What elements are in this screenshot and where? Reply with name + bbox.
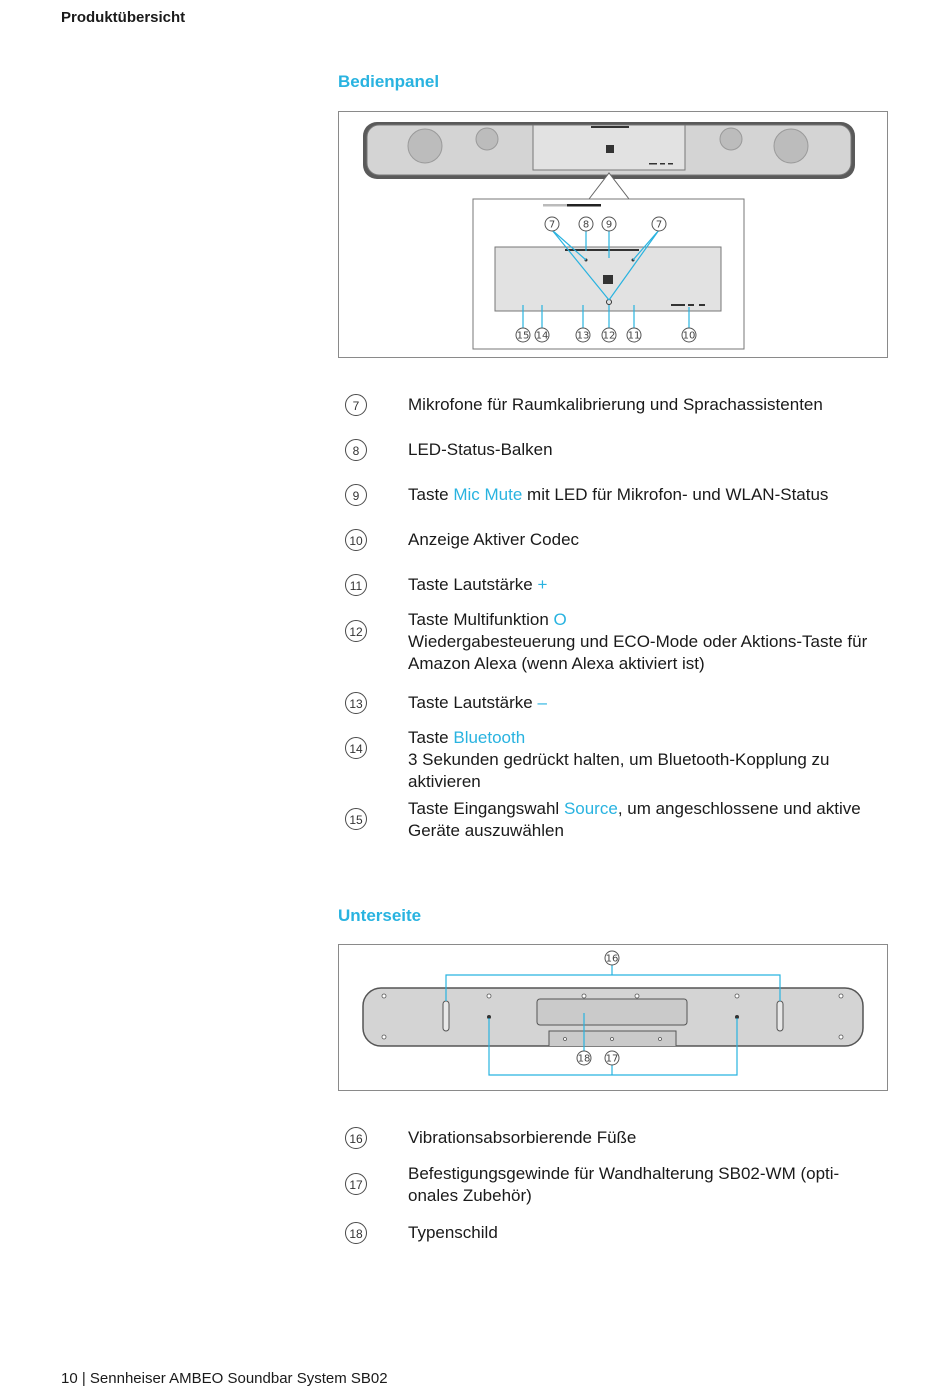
legend-text: Taste Multifunktion O Wiedergabesteuerung und ECO-Mode oder Aktions-Taste für Amazon Alexa (wenn Alexa aktiviert ist) <box>408 610 868 673</box>
underside-illustration <box>339 945 887 1090</box>
legend-number: 17 <box>345 1173 367 1195</box>
callout-7b: 7 <box>655 219 663 231</box>
section-title-underside: Unterseite <box>338 906 422 925</box>
callout-18: 18 <box>577 1053 591 1065</box>
legend-text: Befestigungsgewinde für Wandhalterung SB02-WM (opti-onales Zubehör) <box>408 1164 840 1205</box>
legend-number: 9 <box>345 484 367 506</box>
callout-9: 9 <box>605 219 613 231</box>
callout-12: 12 <box>602 330 616 342</box>
legend-text: Mikrofone für Raumkalibrierung und Sprachassistenten <box>408 395 823 414</box>
callout-10: 10 <box>682 330 696 342</box>
legend-number: 18 <box>345 1222 367 1244</box>
callout-14: 14 <box>535 330 549 342</box>
callout-17: 17 <box>605 1053 619 1065</box>
callout-15: 15 <box>516 330 530 342</box>
control-panel-illustration <box>339 112 887 357</box>
legend-number: 10 <box>345 529 367 551</box>
callout-16: 16 <box>605 953 619 965</box>
legend-number: 15 <box>345 808 367 830</box>
legend-text: Vibrationsabsorbierende Füße <box>408 1128 637 1147</box>
legend-number: 12 <box>345 620 367 642</box>
legend-text: Taste Eingangswahl Source, um angeschlossene und aktive Geräte auszuwählen <box>408 799 861 840</box>
legend-number: 7 <box>345 394 367 416</box>
legend-text: Taste Lautstärke + <box>408 575 548 594</box>
legend-text: Taste Bluetooth 3 Sekunden gedrückt halten, um Bluetooth-Kopplung zu aktivieren <box>408 728 830 791</box>
legend-number: 13 <box>345 692 367 714</box>
section-title-control-panel: Bedienpanel <box>338 72 440 91</box>
legend-text: Taste Mic Mute mit LED für Mikrofon- und WLAN-Status <box>408 485 829 504</box>
page-header: Produktübersicht <box>61 9 186 26</box>
legend-text: LED-Status-Balken <box>408 440 553 459</box>
legend-number: 16 <box>345 1127 367 1149</box>
page-footer: 10 | Sennheiser AMBEO Soundbar System SB02 <box>61 1370 388 1387</box>
callout-11: 11 <box>627 330 641 342</box>
callout-8: 8 <box>582 219 590 231</box>
callout-13: 13 <box>576 330 590 342</box>
callout-7a: 7 <box>548 219 556 231</box>
legend-number: 11 <box>345 574 367 596</box>
legend-number: 14 <box>345 737 367 759</box>
legend-number: 8 <box>345 439 367 461</box>
legend-text: Anzeige Aktiver Codec <box>408 530 580 549</box>
legend-text: Typenschild <box>408 1223 498 1242</box>
underside-figure <box>338 944 888 1091</box>
legend-text: Taste Lautstärke – <box>408 693 547 712</box>
control-panel-figure <box>338 111 888 358</box>
